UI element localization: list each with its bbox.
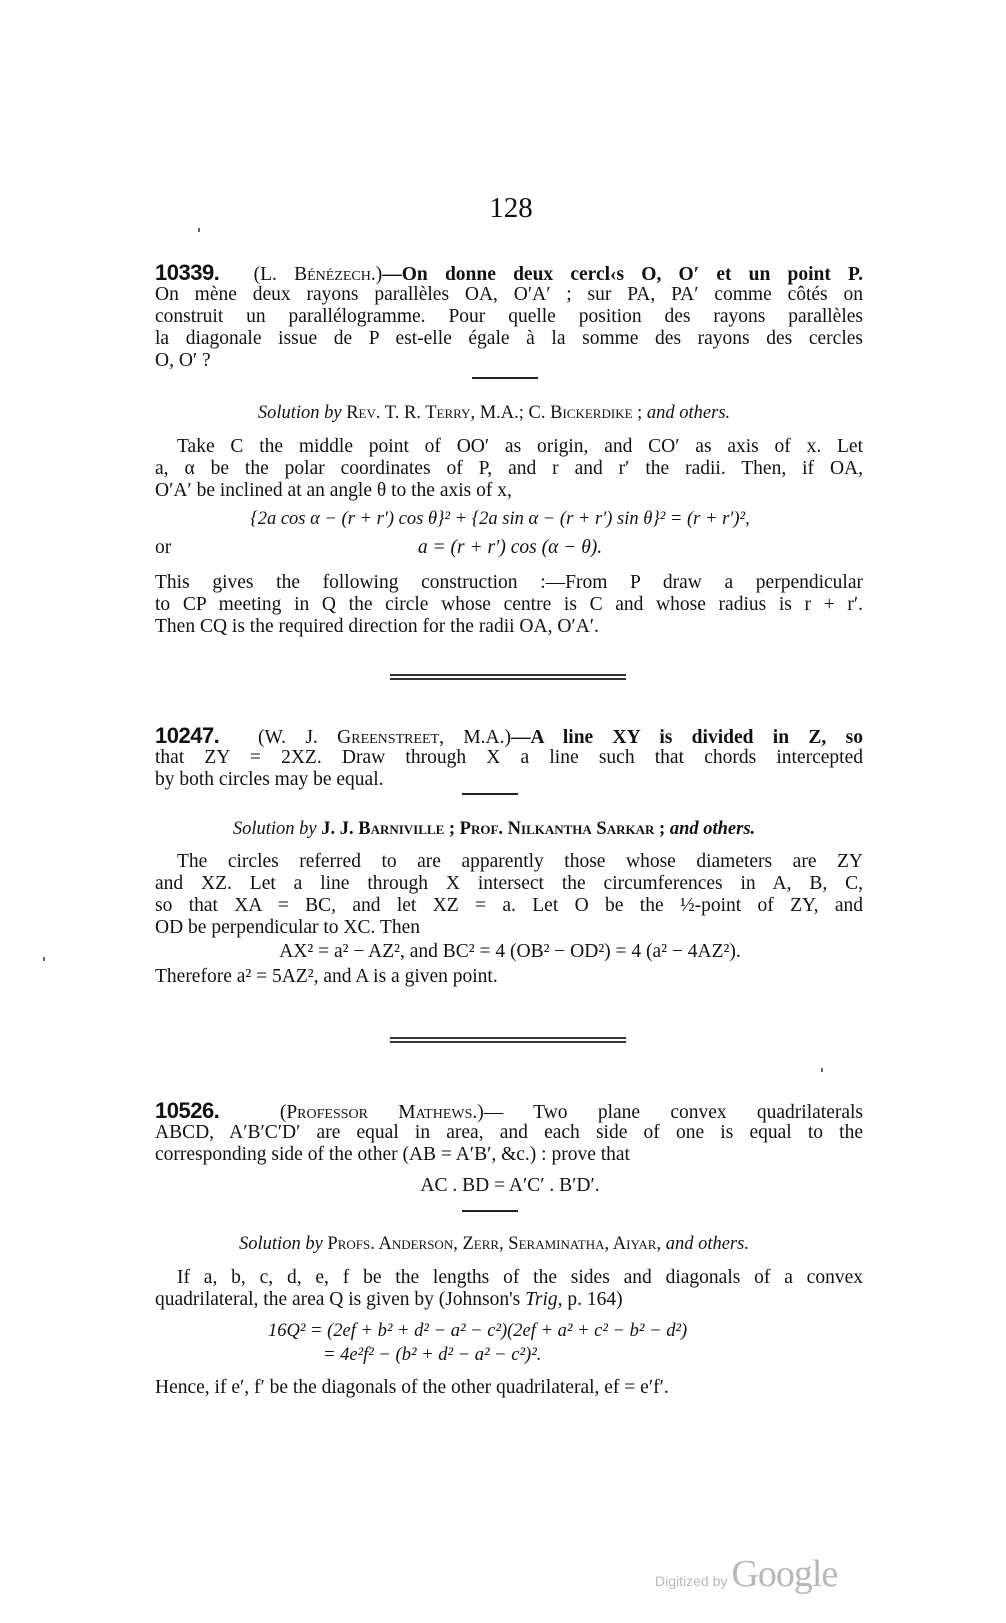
problem-author: (L. Bénézech.) xyxy=(253,264,383,285)
solution-by-label: Solution by xyxy=(239,1234,323,1254)
solution-authors: J. J. Barniville ; Prof. Nilkantha Sarkar ; xyxy=(321,819,666,839)
solution-credit xyxy=(140,1233,848,1255)
solution-line: to CP meeting in Q the circle whose centre is C and whose radius is r + r′. xyxy=(155,594,863,615)
solution-text: , p. 164) xyxy=(557,1289,623,1310)
problem-statement-line: corresponding side of the other (AB = A′B′, &c.) : prove that xyxy=(155,1144,630,1165)
google-watermark xyxy=(655,1552,837,1596)
google-logo: Google xyxy=(731,1553,838,1595)
short-rule xyxy=(462,793,518,795)
problem-text: — Two plane convex quadrilaterals xyxy=(483,1102,864,1123)
scan-speck xyxy=(821,1068,823,1072)
problem-statement-line xyxy=(155,725,863,749)
solution-authors: Profs. Anderson, Zerr, Seraminatha, Aiyar, xyxy=(327,1234,662,1254)
solution-line: Hence, if e′, f′ be the diagonals of the other quadrilateral, ef = e′f′. xyxy=(155,1377,669,1398)
problem-number: 10247. xyxy=(155,723,220,748)
problem-statement-line: On mène deux rayons parallèles OA, O′A′ ; sur PA, PA′ comme côtés on xyxy=(155,284,863,305)
solution-credit xyxy=(140,818,848,840)
equation: AC . BD = A′C′ . B′D′. xyxy=(420,1175,600,1196)
problem-statement-line: that ZY = 2XZ. Draw through X a line such that chords intercepted xyxy=(155,747,863,768)
problem-statement-line xyxy=(155,262,863,286)
solution-line: so that XA = BC, and let XZ = a. Let O be the ½-point of ZY, and xyxy=(155,895,863,916)
solution-credit xyxy=(140,402,848,424)
solution-line: Therefore a² = 5AZ², and A is a given point. xyxy=(155,966,498,987)
solution-others: and others. xyxy=(665,1234,749,1254)
watermark-prefix: Digitized by xyxy=(655,1573,728,1589)
solution-line: OD be perpendicular to XC. Then xyxy=(155,917,420,938)
problem-statement-line: ABCD, A′B′C′D′ are equal in area, and each side of one is equal to the xyxy=(155,1122,863,1143)
problem-statement-line: la diagonale issue de P est-elle égale à la somme des rayons des cercles xyxy=(155,328,863,349)
section-divider xyxy=(390,1037,626,1043)
solution-others: and others. xyxy=(646,403,731,423)
solution-line: O′A′ be inclined at an angle θ to the axis of x, xyxy=(155,480,512,501)
problem-statement-line: construit un parallélogramme. Pour quelle position des rayons parallèles xyxy=(155,306,863,327)
solution-text: quadrilateral, the area Q is given by (Johnson's xyxy=(155,1289,521,1310)
solution-line: Then CQ is the required direction for the radii OA, O′A′. xyxy=(155,616,599,637)
solution-line: This gives the following construction :—From P draw a perpendicular xyxy=(155,572,863,593)
problem-statement-line: by both circles may be equal. xyxy=(155,769,384,790)
scan-speck xyxy=(43,957,45,961)
problem-number: 10339. xyxy=(155,260,220,285)
problem-statement-line: O, O′ ? xyxy=(155,350,211,371)
problem-text: —On donne deux cercl‹s O, O′ et un point P. xyxy=(382,264,864,285)
scan-speck xyxy=(198,228,200,232)
problem-statement-line xyxy=(155,1100,863,1124)
problem-author: (W. J. Greenstreet, M.A.) xyxy=(258,727,511,748)
page-number: 128 xyxy=(489,192,533,224)
solution-line: a, α be the polar coordinates of P, and r and r′ the radii. Then, if OA, xyxy=(155,458,863,479)
solution-by-label: Solution by xyxy=(232,819,317,839)
section-divider xyxy=(390,674,626,680)
equation: AX² = a² − AZ², and BC² = 4 (OB² − OD²) = 4 (a² − 4AZ²). xyxy=(279,941,741,962)
problem-text: —A line XY is divided in Z, so xyxy=(511,727,863,748)
solution-authors: Rev. T. R. Terry, M.A.; C. Bickerdike ; xyxy=(346,403,643,423)
solution-others: and others. xyxy=(669,819,756,839)
short-rule xyxy=(462,1210,518,1212)
equation: {2a cos α − (r + r′) cos θ}² + {2a sin α − (r + r′) sin θ}² = (r + r′)², xyxy=(250,509,750,529)
problem-number: 10526. xyxy=(155,1098,220,1123)
short-rule xyxy=(472,377,538,379)
book-title: Trig xyxy=(525,1289,558,1310)
problem-author: (Professor Mathews.) xyxy=(279,1102,484,1123)
solution-connector: or xyxy=(155,537,172,558)
solution-line xyxy=(155,1289,863,1311)
equation: a = (r + r′) cos (α − θ). xyxy=(417,537,603,558)
solution-line: If a, b, c, d, e, f be the lengths of the sides and diagonals of a convex xyxy=(177,1267,863,1288)
solution-line: Take C the middle point of OO′ as origin, and CO′ as axis of x. Let xyxy=(177,436,863,457)
solution-line: and XZ. Let a line through X intersect the circumferences in A, B, C, xyxy=(155,873,863,894)
solution-line: The circles referred to are apparently those whose diameters are ZY xyxy=(177,851,863,872)
equation: 16Q² = (2ef + b² + d² − a² − c²)(2ef + a² + c² − b² − d²) xyxy=(268,1321,688,1341)
equation: = 4e²f² − (b² + d² − a² − c²)². xyxy=(323,1345,542,1365)
solution-by-label: Solution by xyxy=(257,403,342,423)
